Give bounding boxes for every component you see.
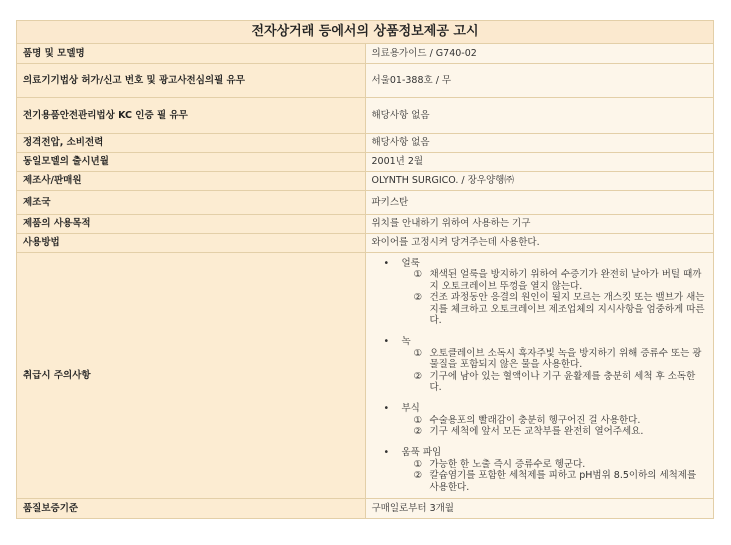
- care-content: [365, 253, 714, 499]
- row-value: 위치를 안내하기 위하여 사용하는 기구: [365, 215, 714, 234]
- bullet-icon: •: [383, 403, 390, 415]
- info-table: [16, 20, 714, 519]
- care-section-stain: [384, 258, 708, 326]
- product-info-notice: [16, 20, 714, 519]
- list-item: ① 가능한 한 노출 즉시 증류수로 헹군다.: [413, 458, 586, 470]
- row-label: 전기용품안전관리법상 KC 인증 필 유무: [17, 98, 366, 134]
- row-label: 품명 및 모델명: [17, 44, 366, 64]
- table-row: [17, 234, 714, 253]
- care-section-rust: [384, 336, 708, 393]
- row-label: 제품의 사용목적: [17, 215, 366, 234]
- table-row: [17, 191, 714, 215]
- care-section-corrosion: [384, 403, 708, 437]
- row-label: 의료기기법상 허가/신고 번호 및 광고사전심의필 유무: [17, 64, 366, 98]
- table-row: [17, 172, 714, 191]
- list-item: ① 수술용포의 빨래감이 충분히 헹구어진 걸 사용한다.: [413, 414, 641, 426]
- list-item: ① 채색된 얼룩을 방지하기 위하여 수증기가 완전히 날아가 버틸 때까지 오토크레이브 뚜껑을 열지 않는다.: [413, 269, 702, 292]
- row-value: 2001년 2월: [365, 153, 714, 172]
- care-label: 취급시 주의사항: [17, 253, 366, 499]
- list-item: ② 건조 과정동안 응결의 원인이 될지 모르는 개스킷 또는 밸브가 새는지를 체크하고 오토크레이브 제조업체의 지시사항을 엄중하게 따른다.: [413, 292, 705, 326]
- table-row: [17, 153, 714, 172]
- section-title: 부식: [401, 403, 420, 415]
- bullet-icon: •: [383, 447, 390, 459]
- list-item: ② 칼슘염기를 포함한 세척제를 피하고 pH범위 8.5이하의 세척제를 사용한다.: [413, 470, 697, 493]
- bullet-icon: •: [383, 257, 390, 269]
- table-row: [17, 134, 714, 153]
- row-value: 의료용가이드 / G740-02: [365, 44, 714, 64]
- row-value: OLYNTH SURGICO. / 장우양행㈜: [365, 172, 714, 191]
- bullet-icon: •: [383, 336, 390, 348]
- care-section-pitting: [384, 447, 708, 493]
- row-label: 사용방법: [17, 234, 366, 253]
- list-item: ② 기구 세척에 앞서 모든 교착부를 완전히 열어주세요.: [413, 426, 644, 438]
- row-label: 제조국: [17, 191, 366, 215]
- section-title: 얼룩: [401, 257, 420, 269]
- row-value: 와이어를 고정시켜 당겨주는데 사용한다.: [365, 234, 714, 253]
- care-row: [17, 253, 714, 499]
- row-label: 정격전압, 소비전력: [17, 134, 366, 153]
- table-row: [17, 499, 714, 519]
- table-row: [17, 44, 714, 64]
- section-title: 녹: [401, 336, 411, 348]
- title-row: [17, 21, 714, 44]
- list-item: ② 기구에 남아 있는 혈액이나 기구 윤활제를 충분히 세척 후 소독한다.: [413, 370, 696, 393]
- table-row: [17, 64, 714, 98]
- table-title: 전자상거래 등에서의 상품정보제공 고시: [17, 21, 714, 44]
- row-value: 해당사항 없음: [365, 98, 714, 134]
- row-value: 서울01-388호 / 무: [365, 64, 714, 98]
- table-row: [17, 215, 714, 234]
- row-label: 제조사/판매원: [17, 172, 366, 191]
- row-value: 해당사항 없음: [365, 134, 714, 153]
- section-title: 움푹 파임: [401, 447, 442, 459]
- row-label: 품질보증기준: [17, 499, 366, 519]
- list-item: ① 오토클레이브 소독시 흑자주빛 녹을 방지하기 위해 증류수 또는 광물질을 포함되지 않은 물을 사용한다.: [413, 347, 702, 371]
- row-value: 구매일로부터 3개월: [365, 499, 714, 519]
- row-label: 동일모델의 출시년월: [17, 153, 366, 172]
- row-value: 파키스탄: [365, 191, 714, 215]
- table-row: [17, 98, 714, 134]
